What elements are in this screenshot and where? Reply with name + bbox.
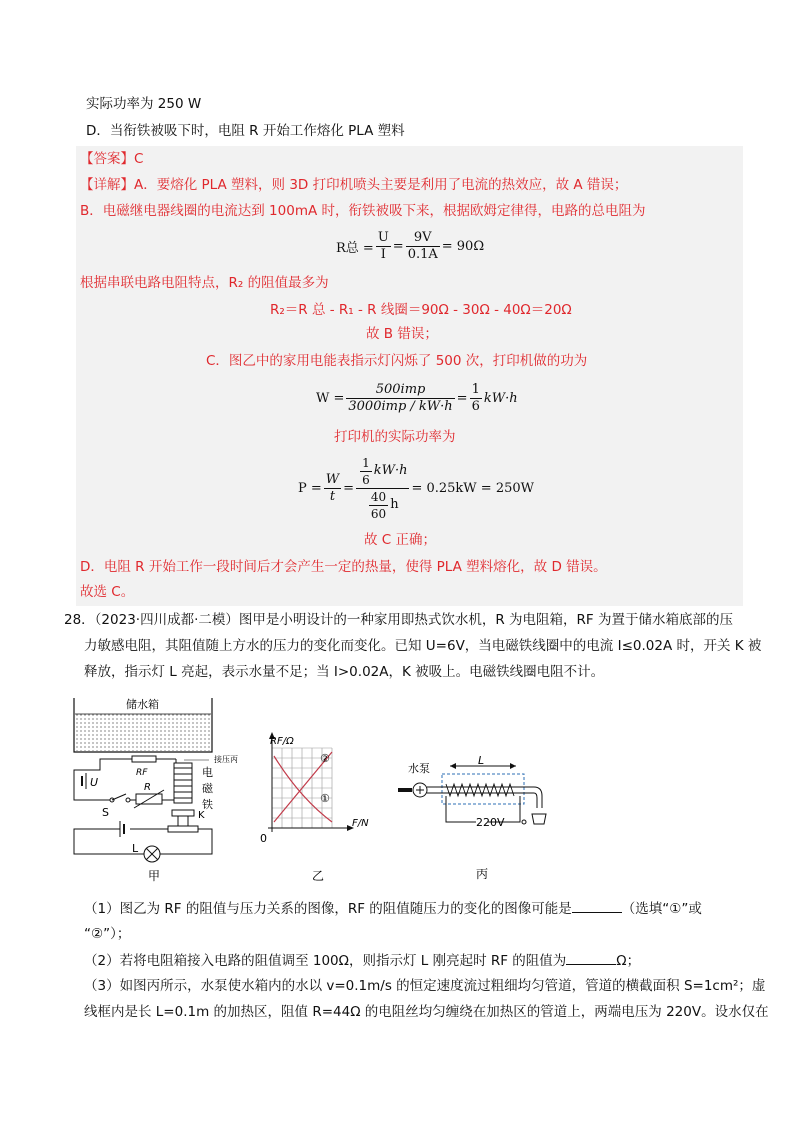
sub2-line [84,950,640,971]
eq3-fraction-2 [470,382,482,415]
tank-label: 储水箱 [126,698,159,711]
curve-1-label: ① [320,792,330,805]
yi-xlabel: F/N [352,818,369,829]
resistor-r-label: R [144,782,151,793]
em-char-2: 磁 [202,782,213,795]
cup-icon [532,814,546,824]
eq3-unit: kW·h [483,390,518,406]
eq3-fraction [346,382,454,415]
eq1-f2-den: 0.1A [407,246,438,262]
q28-line3: 释放，指示灯 L 亮起，表示水量不足；当 I>0.02A，K 被吸上。电磁铁线圈电阻不计。 [84,664,605,680]
voltage-label: 220V [476,816,505,829]
eq1-fraction-values [406,230,440,263]
sub3-line2: 线框内是长 L=0.1m 的加热区，阻值 R=44Ω 的电阻丝均匀缠绕在加热区的管道上，两端电压为 220V。设水仅在 [84,1004,769,1020]
sub3-line1: （3）如图丙所示，水泵使水箱内的水以 v=0.1m/s 的恒定速度流过粗细均匀管道，管道的横截面积 S=1cm²；虚 [84,978,766,994]
eq4-inner-num: 1 [362,455,370,470]
option-d: D．当衔铁被吸下时，电阻 R 开始工作熔化 PLA 塑料 [86,123,405,139]
conclusion: 故选 C。 [80,584,135,600]
q28-line1: 28．（2023·四川成都·二模）图甲是小明设计的一种家用即热式饮水机，R 为电阻箱，RF 为置于储水箱底部的压 [64,612,733,628]
eq3-num: 500imp [346,382,454,399]
lamp-l-label: L [132,842,139,855]
eq4-inner-den: 6 [362,472,370,487]
figure-yi-caption: 乙 [312,869,325,883]
eq4-inner-unit: kW·h [373,463,408,478]
line-power: 实际功率为 250 W [86,96,202,112]
eq1-fraction-ui [376,230,391,263]
eq4-f1-num: W [325,471,340,487]
sub1-line2: “②”）； [84,926,131,942]
eq4-fraction-wt [324,472,341,505]
equation-work: W = $\frac{\text{500imp}}{\text{3000imp / kW·h}}$ = $\frac{1}{6}$ kW·h [316,381,518,414]
sub1-line [84,898,702,919]
switch-s-label: S [102,806,109,819]
switch-k-label: K [198,810,205,821]
figure-bing-caption: 丙 [476,867,489,881]
eq1-f1-num: U [377,229,389,245]
detail-c: C．图乙中的家用电能表指示灯闪烁了 500 次，打印机做的功为 [206,353,588,369]
eq1-lhs: R总 = [336,240,374,256]
em-char-1: 电 [202,766,213,779]
eq4-compound-fraction [356,455,409,522]
eq4-f1-den: t [329,488,336,504]
em-char-3: 铁 [202,798,213,811]
eq3-den: 3000imp / kW·h [348,398,453,414]
eq4-den-unit: h [390,497,399,512]
eq3-lhs: W = [316,390,345,406]
eq4-result: = 0.25kW = 250W [411,480,534,496]
eq4-den-num: 40 [370,489,387,504]
eq4-den-den: 60 [370,506,387,521]
series-text: 根据串联电路电阻特点，R₂ 的阻值最多为 [80,275,329,291]
eq3-f2-num: 1 [471,381,480,397]
yi-ylabel: RF/Ω [270,736,294,747]
c-correct: 故 C 正确； [364,532,437,548]
eq1-result: = 90Ω [441,238,485,254]
yi-origin: 0 [260,832,267,845]
b-wrong: 故 B 错误； [366,326,438,342]
sub2-text: （2）若将电阻箱接入电路的阻值调至 100Ω，则指示灯 L 刚亮起时 RF 的阻值为 [84,953,567,969]
detail-a: 【详解】A．要熔化 PLA 塑料，则 3D 打印机喷头主要是利用了电流的热效应，故 A 错误； [80,177,628,193]
figure-bing [396,752,556,887]
sub2-blank[interactable] [566,950,616,965]
curve-2-label: ② [320,752,330,765]
rf-label: RF [136,768,148,778]
figure-jia-caption: 甲 [148,869,161,883]
q28-line2: 力敏感电阻，其阻值随上方水的压力的变化而变化。已知 U=6V，当电磁铁线圈中的电流 I≤0.02A 时，开关 K 被 [84,638,762,654]
equation-total-resistance: R总 = $\frac{U}{I}$ = $\frac{9V}{0.1A}$ = 90Ω [336,229,485,262]
figure-jia [64,690,264,890]
sub1-text: （1）图乙为 RF 的阻值与压力关系的图像，RF 的阻值随压力的变化的图像可能是 [84,901,572,917]
power-text: 打印机的实际功率为 [334,429,456,445]
eq1-f2-num: 9V [406,230,440,247]
battery-u-label: U [90,776,99,789]
connect-label: 接压丙 [214,755,238,764]
eq3-f2-den: 6 [471,398,480,414]
equation-power: P = $\frac{W}{t}$ = $\frac{1}{6}$ kW·h $\frac{40}{60}$ h = 0.25kW = 250W [298,455,534,521]
sub1-blank[interactable] [572,898,622,913]
figure-yi [250,728,380,888]
eq4-lhs: P = [298,480,322,496]
pump-label: 水泵 [408,762,430,775]
equation-r2: R₂＝R 总 - R₁ - R 线圈＝90Ω - 30Ω - 40Ω＝20Ω [270,302,572,318]
answer-label: 【答案】C [80,151,144,167]
sub2-unit: Ω； [616,953,641,969]
heat-length-label: L [478,754,485,767]
detail-b: B．电磁继电器线圈的电流达到 100mA 时，衔铁被吸下来，根据欧姆定律得，电路的总电阻为 [80,203,646,219]
detail-d: D．电阻 R 开始工作一段时间后才会产生一定的热量，使得 PLA 塑料熔化，故 D 错误。 [80,559,607,575]
eq1-f1-den: I [380,246,386,262]
sub1-option: （选填“①”或 [621,901,702,917]
